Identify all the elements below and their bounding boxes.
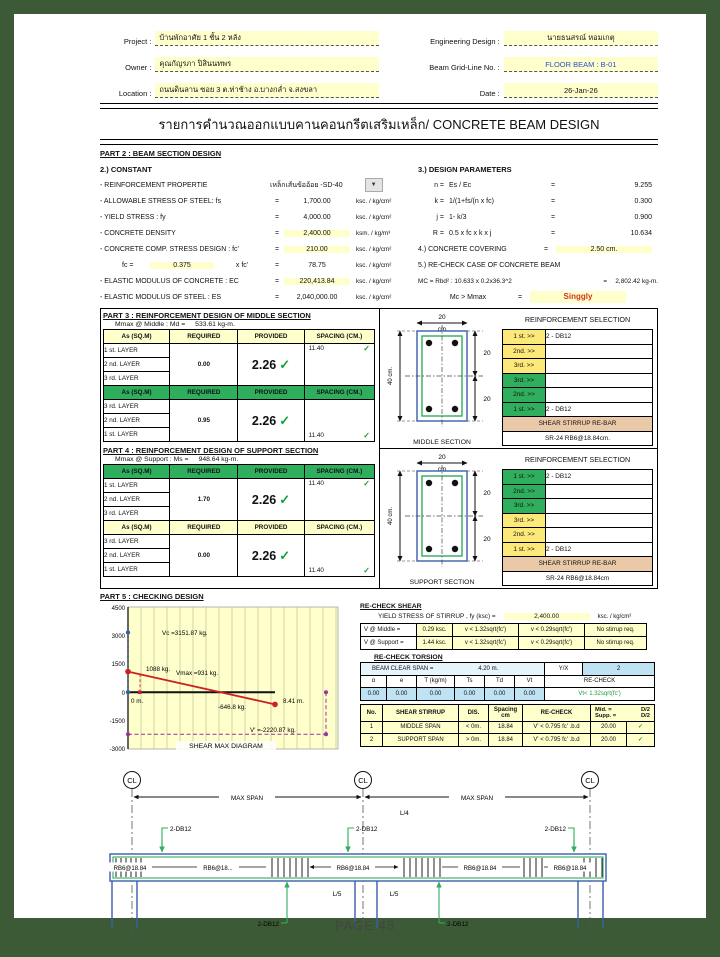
table-row: 1 st. LAYER 0.00 2.26 ✓ 11.40 ✓: [104, 344, 375, 358]
row-yield-stress: - YIELD STRESS : fy = 4,000.00 ksc. / kg/cm²: [100, 213, 392, 221]
svg-text:20: 20: [483, 350, 491, 357]
selection-value[interactable]: [546, 359, 653, 374]
dropdown-button[interactable]: [365, 178, 383, 192]
stirrup-label: RB6@18.84: [336, 865, 370, 872]
provided-value: 2.26 ✓: [238, 344, 304, 386]
required-value: 0.00: [170, 344, 238, 386]
selection-value[interactable]: 2 - DB12: [546, 330, 653, 345]
table-row: 2 nd. LAYER: [104, 549, 375, 563]
check-icon: ✓: [363, 479, 370, 488]
svg-text:20: 20: [438, 314, 446, 321]
svg-text:-3000: -3000: [109, 747, 125, 753]
selection-row: 3rd. >>: [503, 499, 653, 514]
provided-value: 2.26 ✓: [238, 479, 304, 521]
beam-elevation-diagram: [100, 770, 654, 952]
selection-value[interactable]: [546, 513, 653, 528]
location-label: Location :: [118, 89, 152, 98]
selection-value[interactable]: [546, 388, 653, 403]
svg-text:40 cm.: 40 cm.: [388, 366, 394, 386]
row-reinforcement-propertie: - REINFORCEMENT PROPERTIE เหล็กเส้นข้ออ้อย -SD-40 ▼: [100, 177, 414, 193]
vmax-annotation: Vmax =931 kg.: [176, 670, 219, 677]
selection-row: 3rd. >>: [503, 513, 653, 528]
support-section-panel: [380, 448, 657, 588]
svg-text:20: 20: [438, 454, 446, 461]
selection-value[interactable]: 2 - DB12: [546, 542, 653, 557]
support-cross-section: [383, 451, 501, 586]
stirrup-fy-field[interactable]: 2,400.00: [504, 613, 590, 620]
chart-title: SHEAR MAX DIAGRAM: [189, 743, 263, 750]
singgly-result: Singgly: [530, 291, 626, 303]
table-row: 1 st. LAYER 1.70 2.26 ✓ 11.40 ✓: [104, 479, 375, 493]
row-mc: MC = Rbd² : 10.633 x 0.2x36.3^2 = 2,802.42 kg-m.: [418, 277, 658, 285]
top-bar-label: 2-DB12: [356, 826, 378, 833]
date-label: Date :: [479, 89, 500, 98]
mmax-middle-line: Mmax @ Middle : Md = 533.61 kg-m.: [115, 321, 235, 328]
stirrup-label: RB6@18...: [203, 865, 233, 872]
es-value: 2,040,000.00: [296, 293, 338, 301]
dropdown-icon: ▼: [370, 182, 377, 188]
svg-text:0: 0: [121, 691, 125, 697]
reinforcement-selection-middle: [501, 311, 654, 446]
table-row: BEAM CLEAR SPAN = 4.20 m. Y/X 2: [361, 663, 655, 676]
max-span-label: MAX SPAN: [460, 794, 494, 802]
required-value: 0.95: [170, 400, 238, 442]
l4-label: L/4: [400, 810, 409, 817]
check-icon: ✓: [279, 413, 291, 428]
table-row: 2 SUPPORT SPAN > 0m. 18.84 V' < 0.795 fc' .b.d 20.00 ✓: [361, 734, 655, 747]
cl-bubble: CL: [358, 775, 368, 785]
fc-factor-field[interactable]: 0.375: [150, 262, 214, 269]
cl-bubble: CL: [127, 775, 137, 785]
owner-label: Owner :: [125, 63, 152, 72]
section-caption: MIDDLE SECTION: [413, 439, 471, 446]
engineering-design-label: Engineering Design :: [430, 37, 500, 46]
stirrup-yield-row: YIELD STRESS OF STIRRUP , fy (ksc) = 2,400.00 ksc. / kg/cm²: [378, 613, 632, 620]
beam-grid-line-label: Beam Grid-Line No. :: [429, 63, 500, 72]
svg-text:4500: 4500: [111, 606, 125, 612]
design-parameters-heading: 3.) DESIGN PARAMETERS: [418, 164, 512, 174]
row-fc: fc = 0.375 x fc' = 78.75 ksc. / kg/cm²: [122, 261, 392, 269]
beam-grid-line-field[interactable]: FLOOR BEAM : B-01: [504, 57, 658, 72]
stirrup-label: RB6@18.84: [113, 865, 147, 872]
svg-text:40 cm.: 40 cm.: [388, 506, 394, 526]
project-label: Project :: [123, 37, 152, 46]
bottom-bar-label: 2-DB12: [257, 921, 279, 928]
part3-heading: PART 3 : REINFORCEMENT DESIGN OF MIDDLE SECTION: [103, 311, 311, 320]
table-row: 0.00 0.00 0.00 0.00 0.00 0.00 Vt< 1.32sqrt(fc'): [361, 688, 655, 701]
location-field[interactable]: ถนนดินลาน ซอย 3 ต.ท่าช้าง อ.บางกล่ำ จ.สงขลา: [155, 83, 379, 98]
cl-bubble: CL: [585, 775, 595, 785]
top-bar-label: 2-DB12: [170, 826, 192, 833]
header-form: [100, 20, 658, 98]
allowable-stress-value: 1,700.00: [303, 197, 331, 205]
selection-value[interactable]: [546, 499, 653, 514]
covering-field[interactable]: 2.50 cm.: [556, 246, 652, 253]
svg-text:cm: cm: [438, 327, 446, 333]
middle-section-table: As (SQ.M) REQUIRED PROVIDED SPACING (CM.) 1 st. LAYER 0.00 2.26 ✓ 11.40 ✓ 2 nd. LAYER 3 rd. LAYER As (SQ.M) REQUIRED PROVIDED SPACING (CM.) 3 rd. LAYER 0.95 2.26 ✓ 11.40 ✓ 2 nd. LAYER 1 st. LAYER: [103, 329, 375, 442]
svg-text:20: 20: [483, 396, 491, 403]
yx-value: 2: [583, 663, 655, 676]
part2-design-parameters: [414, 161, 658, 305]
owner-field[interactable]: คุณกัญรภา ปิสินนทพร: [155, 57, 379, 72]
table-row: 3 rd. LAYER 0.00 2.26 ✓ 11.40 ✓: [104, 535, 375, 549]
selection-row: 1 st. >> 2 - DB12: [503, 470, 653, 485]
stirrup-label: RB6@18.84: [553, 865, 587, 872]
vc-annotation: Vc =3151.87 kg.: [162, 630, 208, 637]
spacing-value: 11.40 ✓: [304, 479, 374, 521]
table-row: 3 rd. LAYER 0.95 2.26 ✓ 11.40 ✓: [104, 400, 375, 414]
provided-value: 2.26 ✓: [238, 400, 304, 442]
table-row: 1 st. LAYER: [104, 563, 375, 577]
param-n: n = Es / Ec = 9.255: [434, 181, 652, 189]
date-field[interactable]: 26-Jan-26: [504, 83, 658, 98]
check-icon: ✓: [627, 734, 655, 747]
row-concrete-comp-stress: - CONCRETE COMP. STRESS DESIGN : fc' = 210.00 ksc. / kg/cm²: [100, 245, 392, 253]
table-row: No. SHEAR STIRRUP DIS. Spacing cm RE-CHECK Mid. = D/2 Supp. = D/2: [361, 704, 655, 721]
vneg-annotation: -646.8 kg.: [218, 704, 247, 711]
page-title: รายการคำนวณออกแบบคานคอนกรีตเสริมเหล็ก/ CONCRETE BEAM DESIGN: [158, 117, 600, 132]
table-row: 2 nd. LAYER: [104, 493, 375, 507]
row-elastic-modulus-steel: - ELASTIC MODULUS OF STEEL : ES = 2,040,000.00 ksc. / kg/cm²: [100, 293, 392, 301]
ec-field[interactable]: 220,413.84: [284, 278, 350, 285]
table-row: V @ Support = 1.44 ksc. v < 1.32sqrt(fc') v < 0.29sqrt(fc') No stirrup req.: [361, 637, 647, 650]
check-icon: ✓: [363, 566, 370, 575]
svg-text:20: 20: [483, 490, 491, 497]
selection-value[interactable]: [546, 484, 653, 499]
bottom-bar-label: 2-DB12: [447, 921, 469, 928]
divider-under-title: [100, 139, 658, 145]
check-icon: ✓: [279, 357, 291, 372]
selection-value[interactable]: [546, 528, 653, 543]
table-row: 1 st. LAYER: [104, 428, 375, 442]
engineering-design-field[interactable]: นายธนสรณ์ หอมเกตุ: [504, 31, 658, 46]
shear-stirrup-value: SR-24 RB6@18.84cm: [503, 571, 653, 586]
selection-value[interactable]: [546, 344, 653, 359]
selection-row: 2nd. >>: [503, 388, 653, 403]
table-row: 1 MIDDLE SPAN < 0m. 18.84 V' < 0.795 fc' .b.d 20.00 ✓: [361, 721, 655, 734]
stirrup-check-table: [360, 704, 655, 747]
shear-stirrup-header: SHEAR STIRRUP RE-BAR: [503, 557, 653, 572]
top-bar-label: 2-DB12: [544, 826, 566, 833]
shear-stirrup-value: SR-24 RB6@18.84cm.: [503, 431, 653, 446]
torsion-recheck-result: Vt< 1.32sqrt(fc'): [545, 688, 655, 701]
shear-stirrup-header: SHEAR STIRRUP RE-BAR: [503, 417, 653, 432]
selection-value[interactable]: 2 - DB12: [546, 470, 653, 485]
required-value: 1.70: [170, 479, 238, 521]
table-row: V @ Middle = 0.29 ksc. v < 1.32sqrt(fc') v < 0.29sqrt(fc') No stirrup req.: [361, 624, 647, 637]
reinforcement-type-value[interactable]: เหล็กเส้นข้ออ้อย -SD-40: [270, 181, 343, 189]
row-elastic-modulus-concrete: - ELASTIC MODULUS OF CONCRETE : EC = 220,413.84 ksc. / kg/cm²: [100, 277, 392, 285]
selection-row: 2nd. >>: [503, 344, 653, 359]
header-row-owner: [100, 46, 658, 72]
selection-row: 2nd. >>: [503, 484, 653, 499]
mmax-support-line: Mmax @ Support : Ms = 948.64 kg-m.: [115, 456, 239, 463]
l5-label: L/5: [389, 891, 399, 898]
svg-text:1500: 1500: [111, 662, 125, 668]
selection-value[interactable]: [546, 373, 653, 388]
support-section-table: As (SQ.M) REQUIRED PROVIDED SPACING (CM.) 1 st. LAYER 1.70 2.26 ✓ 11.40 ✓ 2 nd. LAYER 3 rd. LAYER As (SQ.M) REQUIRED PROVIDED SPACING (CM.) 3 rd. LAYER 0.00 2.26 ✓ 11.40 ✓ 2 nd. LAYER 1 st. LAYER: [103, 464, 375, 577]
section-caption: SUPPORT SECTION: [409, 579, 475, 586]
row-concrete-covering: 4.) CONCRETE COVERING = 2.50 cm.: [418, 241, 658, 257]
selection-value[interactable]: 2 - DB12: [546, 402, 653, 417]
row-mc-mmax: Mc > Mmax = Singgly: [418, 289, 658, 305]
recheck-shear-heading: RE-CHECK SHEAR: [360, 603, 422, 610]
reinforcement-selection-support: [501, 451, 654, 586]
concrete-density-field[interactable]: 2,400.00: [284, 230, 350, 237]
check-icon: ✓: [279, 548, 291, 563]
cross-section-drawing: [383, 451, 501, 569]
x0-annotation: 0 m.: [131, 698, 144, 705]
paper: [14, 14, 706, 933]
reinforcement-design-box: [100, 308, 658, 589]
page-number: PAGE 48: [334, 918, 396, 933]
svg-text:-1500: -1500: [109, 719, 125, 725]
spacing-value: 11.40 ✓: [304, 400, 374, 442]
check-icon: ✓: [627, 721, 655, 734]
part2-constants: [100, 161, 414, 305]
spacing-value: 11.40 ✓: [304, 535, 374, 577]
recheck-case-heading: 5.) RE-CHECK CASE OF CONCRETE BEAM: [418, 261, 561, 269]
selection-row: 3rd. >>: [503, 373, 653, 388]
part4-heading: PART 4 : REINFORCEMENT DESIGN OF SUPPORT SECTION: [103, 446, 319, 455]
spacing-value: 11.40 ✓: [304, 344, 374, 386]
table-row: α e T (kg/m) Ts Td Vt RE-CHECK: [361, 675, 655, 688]
provided-value: 2.26 ✓: [238, 535, 304, 577]
check-icon: ✓: [363, 431, 370, 440]
shear-max-diagram: [100, 603, 350, 763]
constant-heading: 2.) CONSTANT: [100, 164, 152, 174]
table-row: 2 nd. LAYER: [104, 414, 375, 428]
table-row: 3 rd. LAYER: [104, 507, 375, 521]
beam-clear-span-value: 4.20 m.: [478, 665, 499, 672]
v1-annotation: 1088 kg.: [146, 666, 171, 673]
selection-row: 1 st. >> 2 - DB12: [503, 330, 653, 345]
x1-annotation: 8.41 m.: [283, 698, 304, 705]
table-row: 3 rd. LAYER: [104, 372, 375, 386]
max-span-label: MAX SPAN: [230, 794, 264, 802]
fc-prime-field[interactable]: 210.00: [284, 246, 350, 253]
required-value: 0.00: [170, 535, 238, 577]
selection-row: 2nd. >>: [503, 528, 653, 543]
middle-section-panel: [380, 309, 657, 448]
header-row-project: [100, 20, 658, 46]
selection-row: 1 st. >> 2 - DB12: [503, 402, 653, 417]
svg-text:20: 20: [483, 536, 491, 543]
yield-stress-value: 4,000.00: [303, 213, 331, 221]
cross-section-drawing: [383, 311, 501, 429]
middle-cross-section: [383, 311, 501, 446]
param-j: j = 1- k/3 = 0.900: [436, 213, 652, 221]
recheck-torsion-heading: RE-CHECK TORSION: [374, 654, 443, 661]
fc-value: 78.75: [308, 261, 326, 269]
torsion-table: [360, 662, 655, 701]
row-concrete-density: - CONCRETE DENSITY = 2,400.00 ksm. / kg/m³: [100, 229, 391, 237]
recheck-shear-table: [360, 623, 647, 650]
part5-heading: PART 5 : CHECKING DESIGN: [100, 592, 204, 601]
l5-label: L/5: [332, 891, 342, 898]
check-icon: ✓: [363, 344, 370, 353]
selection-row: 1 st. >> 2 - DB12: [503, 542, 653, 557]
row-allowable-stress: - ALLOWABLE STRESS OF STEEL: fs = 1,700.00 ksc. / kg/cm²: [100, 197, 392, 205]
selection-title: REINFORCEMENT SELECTION: [524, 315, 631, 324]
header-row-location: [100, 72, 658, 98]
part2-heading: PART 2 : BEAM SECTION DESIGN: [100, 149, 222, 158]
check-icon: ✓: [279, 492, 291, 507]
project-field[interactable]: บ้านพักอาศัย 1 ชั้น 2 หลัง: [155, 31, 379, 46]
svg-text:cm: cm: [438, 467, 446, 473]
selection-row: 3rd. >>: [503, 359, 653, 374]
vprime-annotation: V' =-2220.87 kg.: [250, 727, 296, 734]
table-row: 2 nd. LAYER: [104, 358, 375, 372]
param-k: k = 1/(1+fs/(n x fc) = 0.300: [434, 197, 652, 205]
stirrup-label: RB6@18.84: [463, 865, 497, 872]
param-R: R = 0.5 x fc x k x j = 10.634: [432, 229, 652, 237]
selection-title: REINFORCEMENT SELECTION: [524, 455, 631, 464]
svg-text:3000: 3000: [111, 634, 125, 640]
